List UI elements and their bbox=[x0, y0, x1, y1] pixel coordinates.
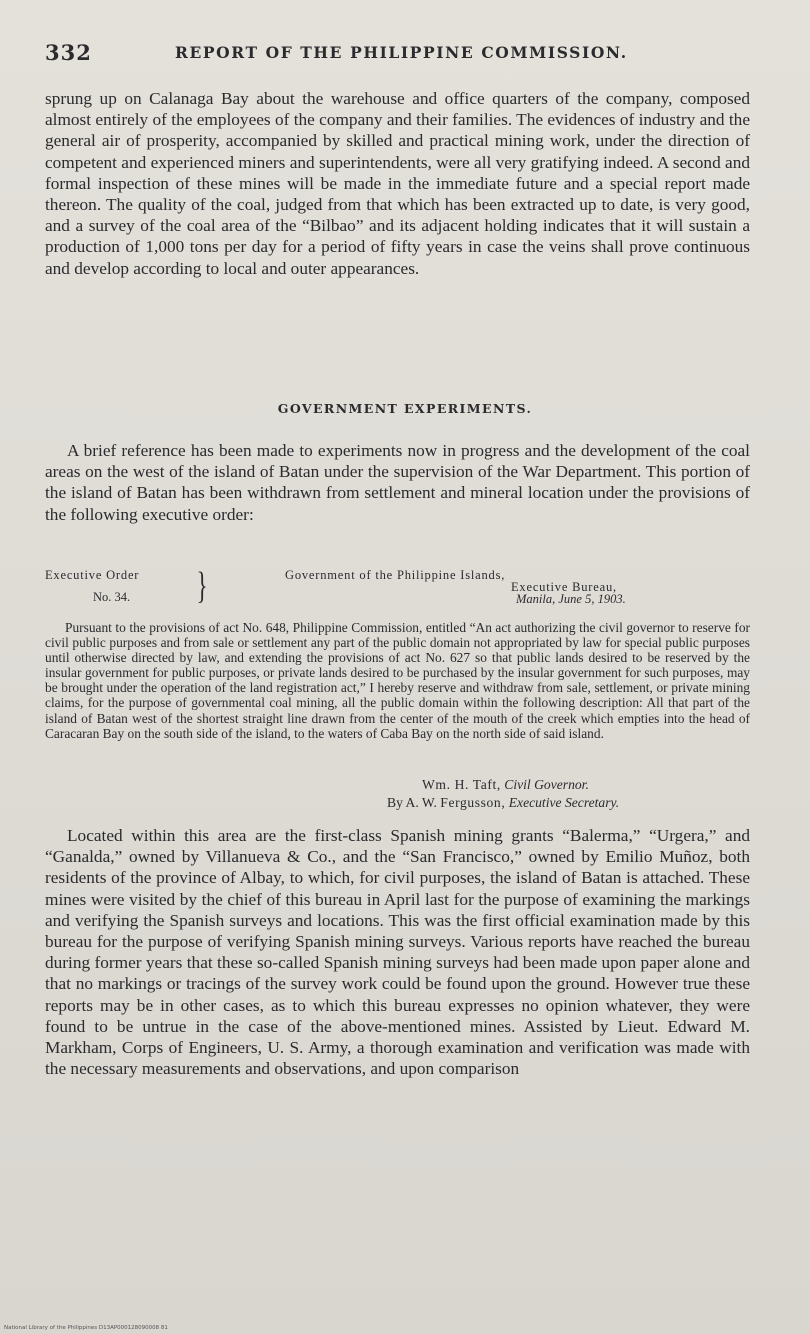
paragraph-text: sprung up on Calanaga Bay about the warehouse and office quarters of the company, composed almost entirely of the employees of the company and their families. The evidences of industry and the general air of prosperity, accompanied by skilled and practical mining work, under the direction of competent and experienced miners and superintendents, were all very gratifying indeed. A second and formal inspection of these mines will be made in the immediate future and a special report made thereon. The quality of the coal, judged from that which has been extracted up to date, is very good, and a survey of the coal area of the “Bilbao” and its adjacent holding indicates that it will sustain a production of 1,000 tons per day for a period of fifty years in case the veins shall prove continuous and develop according to local and outer appearances. bbox=[45, 89, 750, 278]
page-header bbox=[45, 40, 750, 70]
running-head: REPORT OF THE PHILIPPINE COMMISSION. bbox=[175, 43, 628, 62]
paragraph-batan bbox=[45, 440, 750, 525]
signer-name: Wm. H. Taft, bbox=[422, 777, 501, 792]
executive-order-heading bbox=[45, 565, 750, 618]
paragraph-text: A brief reference has been made to experiments now in progress and the development of the coal areas on the west of the island of Batan under the supervision of the War Department. This portion of the island of Batan has been withdrawn from settlement and mineral location under the provisions of the following executive order: bbox=[45, 441, 750, 524]
page-number: 332 bbox=[45, 40, 92, 65]
paragraph-text: Located within this area are the first-class Spanish mining grants “Balerma,” “Urgera,” and “Ganalda,” owned by Villanueva & Co., and the “San Francisco,” owned by Emilio Muñoz, both residents of the province of Albay, to which, for civil purposes, the island of Batan is attached. These mines were visited by the chief of this bureau in April last for the purpose of examining the markings and verifying the Spanish surveys and locations. This was the first official examination made by this bureau for the purpose of verifying Spanish mining surveys. Various reports have reached the bureau during former years that these so-called Spanish mining surveys had been made upon paper alone and that no markings or tracings of the survey work could be found upon the ground. However true these reports may be in other cases, as to which this bureau expresses no opinion whatever, they were found to be untrue in the case of the above-mentioned mines. Assisted by Lieut. Edward M. Markham, Corps of Engineers, U. S. Army, a thorough examination and verification was made with the necessary measurements and observations, and upon comparison bbox=[45, 826, 750, 1079]
government-line: Government of the Philippine Islands, bbox=[285, 568, 506, 582]
paragraph-calanaga bbox=[45, 88, 750, 279]
signer-prefix: By A. W. bbox=[387, 795, 437, 810]
signer-title: Executive Secretary. bbox=[508, 795, 620, 810]
order-number: No. 34. bbox=[93, 590, 131, 604]
executive-order-text bbox=[45, 620, 750, 741]
order-label: Executive Order bbox=[45, 568, 140, 582]
signer-title: Civil Governor. bbox=[504, 777, 589, 792]
scan-footer: National Library of the Philippines D13AP000128090008 81 bbox=[4, 1325, 168, 1331]
paragraph-mining-grants bbox=[45, 825, 750, 1079]
signer-name: Fergusson, bbox=[440, 795, 506, 810]
signature-fergusson bbox=[387, 795, 619, 811]
brace-icon: } bbox=[196, 565, 208, 607]
order-date: Manila, June 5, 1903. bbox=[516, 592, 626, 606]
section-title: GOVERNMENT EXPERIMENTS. bbox=[277, 401, 533, 416]
bureau-line: Executive Bureau, bbox=[511, 580, 617, 594]
order-body: Pursuant to the provisions of act No. 648, Philippine Commission, entitled “An act authorizing the civil governor to reserve for civil public purposes and from sale or settlement any part of the public domain not appropriated by law for special public purposes until otherwise directed by law, and extending the provisions of act No. 627 so that public lands desired to be reserved by the insular government for public purposes, or private lands desired to be purchased by the insular government for such purposes, may be brought under the operation of the land registration act,” I hereby reserve and withdraw from sale, settlement, or private mining claims, for the purpose of governmental coal mining, all the public domain within the following description: All that part of the island of Batan west of the shortest straight line drawn from the center of the mouth of the creek which empties into the head of Caracaran Bay on the south side of the island, to the waters of Caba Bay on the north side of said island. bbox=[45, 620, 750, 741]
signature-taft bbox=[422, 777, 589, 793]
